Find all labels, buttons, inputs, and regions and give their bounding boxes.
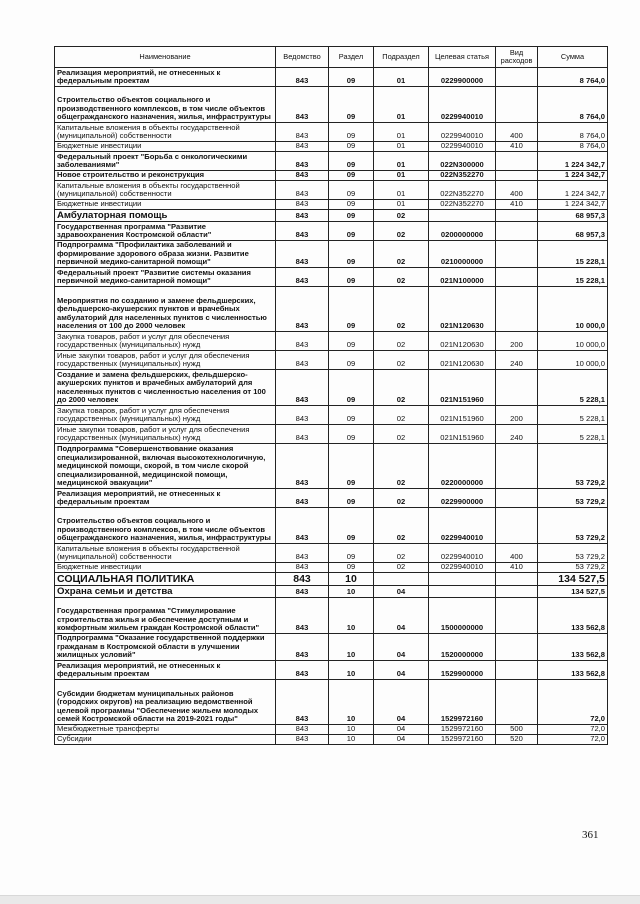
cell-name: Мероприятия по созданию и замене фельдшерских, фельдшерско-акушерских пунктов и врачебных амбулаторий для населенных пунктов с численностью населения от 100 до 2000 человек [55, 287, 276, 332]
cell-exptype [496, 573, 538, 586]
cell-name: Строительство объектов социального и производственного комплексов, в том числе объектов общегражданского назначения, жилья, инфраструктуры [55, 508, 276, 544]
cell-subsection: 01 [374, 200, 429, 210]
cell-exptype [496, 489, 538, 508]
cell-subsection: 02 [374, 370, 429, 406]
cell-subsection: 02 [374, 268, 429, 287]
cell-sum: 1 224 342,7 [538, 152, 608, 171]
table-row [55, 351, 608, 370]
table-row [55, 68, 608, 87]
cell-sum: 72,0 [538, 680, 608, 725]
cell-target: 1500000000 [429, 598, 496, 634]
budget-table [54, 46, 608, 745]
cell-sum: 134 527,5 [538, 573, 608, 586]
cell-section: 10 [329, 586, 374, 598]
cell-sum: 133 562,8 [538, 598, 608, 634]
cell-exptype [496, 171, 538, 181]
cell-sum: 133 562,8 [538, 661, 608, 680]
cell-subsection: 02 [374, 406, 429, 425]
cell-sum: 15 228,1 [538, 241, 608, 268]
table-row [55, 563, 608, 573]
table-header-row [55, 47, 608, 68]
cell-subsection: 02 [374, 332, 429, 351]
cell-target: 0229940010 [429, 508, 496, 544]
cell-name: СОЦИАЛЬНАЯ ПОЛИТИКА [55, 573, 276, 586]
cell-dept: 843 [276, 210, 329, 222]
cell-name: Субсидии бюджетам муниципальных районов (городских округов) на реализацию ведомственной целевой программы "Обеспечение жильем молодых семей Костромской области на 2019-2021 годы" [55, 680, 276, 725]
cell-section: 09 [329, 332, 374, 351]
cell-subsection: 04 [374, 586, 429, 598]
cell-exptype [496, 241, 538, 268]
header-section: Раздел [329, 47, 374, 68]
cell-target: 021N151960 [429, 425, 496, 444]
cell-dept: 843 [276, 598, 329, 634]
cell-section: 09 [329, 544, 374, 563]
cell-subsection: 02 [374, 489, 429, 508]
cell-subsection: 02 [374, 210, 429, 222]
cell-dept: 843 [276, 444, 329, 489]
table-row [55, 406, 608, 425]
cell-name: Подпрограмма "Совершенствование оказания специализированной, включая высокотехнологичную, медицинской помощи, скорой, в том числе скорой специализированной, медицинской помощи, медицинской эвакуации" [55, 444, 276, 489]
cell-name: Иные закупки товаров, работ и услуг для обеспечения государственных (муниципальных) нужд [55, 351, 276, 370]
cell-target: 022N352270 [429, 171, 496, 181]
cell-name: Федеральный проект "Борьба с онкологическими заболеваниями" [55, 152, 276, 171]
cell-target: 0200000000 [429, 222, 496, 241]
cell-sum: 10 000,0 [538, 287, 608, 332]
cell-dept: 843 [276, 425, 329, 444]
cell-sum: 53 729,2 [538, 444, 608, 489]
cell-subsection: 04 [374, 661, 429, 680]
cell-target: 1529972160 [429, 735, 496, 745]
table-row [55, 661, 608, 680]
cell-subsection: 01 [374, 181, 429, 200]
cell-name: Бюджетные инвестиции [55, 200, 276, 210]
cell-section: 09 [329, 287, 374, 332]
cell-subsection: 01 [374, 87, 429, 123]
cell-target: 0229900000 [429, 68, 496, 87]
cell-dept: 843 [276, 287, 329, 332]
cell-subsection: 04 [374, 680, 429, 725]
cell-target: 021N151960 [429, 370, 496, 406]
cell-sum: 10 000,0 [538, 351, 608, 370]
cell-sum: 5 228,1 [538, 425, 608, 444]
table-row [55, 222, 608, 241]
cell-target: 022N352270 [429, 200, 496, 210]
cell-dept: 843 [276, 406, 329, 425]
cell-sum: 8 764,0 [538, 142, 608, 152]
cell-subsection: 02 [374, 222, 429, 241]
cell-dept: 843 [276, 563, 329, 573]
cell-name: Реализация мероприятий, не отнесенных к федеральным проектам [55, 68, 276, 87]
cell-exptype [496, 586, 538, 598]
cell-name: Федеральный проект "Развитие системы оказания первичной медико-санитарной помощи" [55, 268, 276, 287]
cell-subsection: 01 [374, 152, 429, 171]
cell-subsection: 02 [374, 444, 429, 489]
cell-exptype: 410 [496, 142, 538, 152]
cell-target: 0229940010 [429, 563, 496, 573]
cell-dept: 843 [276, 680, 329, 725]
cell-section: 09 [329, 200, 374, 210]
cell-target: 021N151960 [429, 406, 496, 425]
table-row [55, 241, 608, 268]
cell-name: Новое строительство и реконструкция [55, 171, 276, 181]
table-row [55, 508, 608, 544]
cell-target: 0229900000 [429, 489, 496, 508]
cell-dept: 843 [276, 661, 329, 680]
cell-exptype [496, 222, 538, 241]
cell-subsection: 04 [374, 735, 429, 745]
cell-subsection: 02 [374, 287, 429, 332]
cell-section: 09 [329, 425, 374, 444]
cell-section: 09 [329, 171, 374, 181]
cell-exptype [496, 444, 538, 489]
cell-name: Подпрограмма "Оказание государственной поддержки гражданам в Костромской области в улучшении жилищных условий" [55, 634, 276, 661]
cell-name: Охрана семьи и детства [55, 586, 276, 598]
cell-name: Государственная программа "Развитие здравоохранения Костромской области" [55, 222, 276, 241]
cell-target: 022N352270 [429, 181, 496, 200]
cell-name: Государственная программа "Стимулирование строительства жилья и обеспечение доступным и комфортным жильем граждан Костромской области" [55, 598, 276, 634]
cell-subsection: 04 [374, 598, 429, 634]
cell-section: 10 [329, 725, 374, 735]
cell-subsection: 02 [374, 351, 429, 370]
cell-sum: 72,0 [538, 735, 608, 745]
table-row [55, 370, 608, 406]
cell-subsection: 01 [374, 68, 429, 87]
cell-sum: 5 228,1 [538, 406, 608, 425]
cell-name: Строительство объектов социального и производственного комплексов, в том числе объектов общегражданского назначения, жилья, инфраструктуры [55, 87, 276, 123]
table-row [55, 725, 608, 735]
header-subsection: Подраздел [374, 47, 429, 68]
cell-dept: 843 [276, 181, 329, 200]
cell-dept: 843 [276, 332, 329, 351]
table-row [55, 142, 608, 152]
cell-exptype: 520 [496, 735, 538, 745]
cell-section: 09 [329, 142, 374, 152]
cell-exptype: 410 [496, 200, 538, 210]
table-row [55, 444, 608, 489]
cell-exptype: 400 [496, 181, 538, 200]
cell-section: 09 [329, 123, 374, 142]
cell-section: 09 [329, 489, 374, 508]
cell-name: Создание и замена фельдшерских, фельдшерско-акушерских пунктов и врачебных амбулаторий для населенных пунктов с численностью населения от 100 до 2000 человек [55, 370, 276, 406]
cell-target: 0210000000 [429, 241, 496, 268]
cell-exptype [496, 87, 538, 123]
cell-sum: 10 000,0 [538, 332, 608, 351]
table-row [55, 332, 608, 351]
table-row [55, 152, 608, 171]
cell-exptype [496, 68, 538, 87]
cell-target [429, 586, 496, 598]
table-body [55, 68, 608, 745]
cell-exptype: 410 [496, 563, 538, 573]
cell-dept: 843 [276, 735, 329, 745]
cell-subsection: 02 [374, 508, 429, 544]
cell-dept: 843 [276, 241, 329, 268]
cell-section: 09 [329, 222, 374, 241]
cell-target: 0229940010 [429, 123, 496, 142]
cell-section: 09 [329, 68, 374, 87]
table-row [55, 171, 608, 181]
cell-target: 0220000000 [429, 444, 496, 489]
table-row [55, 598, 608, 634]
cell-sum: 133 562,8 [538, 634, 608, 661]
cell-subsection [374, 573, 429, 586]
cell-subsection: 01 [374, 123, 429, 142]
cell-section: 09 [329, 406, 374, 425]
table-row [55, 181, 608, 200]
cell-sum: 53 729,2 [538, 489, 608, 508]
table-row [55, 735, 608, 745]
cell-target: 021N120630 [429, 287, 496, 332]
table-row [55, 287, 608, 332]
table-row [55, 634, 608, 661]
cell-sum: 1 224 342,7 [538, 200, 608, 210]
cell-target: 1529900000 [429, 661, 496, 680]
cell-dept: 843 [276, 200, 329, 210]
cell-target: 022N300000 [429, 152, 496, 171]
cell-section: 10 [329, 680, 374, 725]
cell-subsection: 04 [374, 634, 429, 661]
cell-dept: 843 [276, 171, 329, 181]
cell-section: 09 [329, 370, 374, 406]
cell-target: 021N120630 [429, 332, 496, 351]
cell-target: 0229940010 [429, 142, 496, 152]
page-number: 361 [582, 829, 599, 841]
header-target: Целевая статья [429, 47, 496, 68]
cell-target: 1520000000 [429, 634, 496, 661]
cell-subsection: 04 [374, 725, 429, 735]
table-row [55, 210, 608, 222]
cell-exptype: 500 [496, 725, 538, 735]
cell-subsection: 02 [374, 544, 429, 563]
cell-section: 09 [329, 181, 374, 200]
cell-exptype: 400 [496, 544, 538, 563]
cell-sum: 15 228,1 [538, 268, 608, 287]
cell-subsection: 01 [374, 142, 429, 152]
cell-name: Реализация мероприятий, не отнесенных к федеральным проектам [55, 661, 276, 680]
cell-dept: 843 [276, 489, 329, 508]
cell-subsection: 02 [374, 241, 429, 268]
cell-name: Бюджетные инвестиции [55, 563, 276, 573]
table-row [55, 573, 608, 586]
cell-sum: 53 729,2 [538, 544, 608, 563]
cell-subsection: 02 [374, 425, 429, 444]
table-row [55, 586, 608, 598]
cell-target: 0229940010 [429, 544, 496, 563]
cell-exptype [496, 661, 538, 680]
cell-name: Закупка товаров, работ и услуг для обеспечения государственных (муниципальных) нужд [55, 332, 276, 351]
cell-section: 09 [329, 444, 374, 489]
cell-dept: 843 [276, 573, 329, 586]
cell-exptype [496, 268, 538, 287]
cell-exptype [496, 287, 538, 332]
cell-section: 09 [329, 152, 374, 171]
cell-dept: 843 [276, 725, 329, 735]
cell-name: Амбулаторная помощь [55, 210, 276, 222]
cell-section: 09 [329, 351, 374, 370]
cell-exptype: 200 [496, 406, 538, 425]
cell-dept: 843 [276, 123, 329, 142]
cell-exptype [496, 508, 538, 544]
cell-sum: 134 527,5 [538, 586, 608, 598]
cell-name: Капитальные вложения в объекты государственной (муниципальной) собственности [55, 181, 276, 200]
cell-target: 021N100000 [429, 268, 496, 287]
table-row [55, 489, 608, 508]
cell-name: Субсидии [55, 735, 276, 745]
cell-dept: 843 [276, 370, 329, 406]
cell-target [429, 210, 496, 222]
cell-exptype: 240 [496, 425, 538, 444]
cell-exptype: 200 [496, 332, 538, 351]
cell-dept: 843 [276, 586, 329, 598]
cell-dept: 843 [276, 142, 329, 152]
cell-sum: 68 957,3 [538, 222, 608, 241]
cell-target: 1529972160 [429, 680, 496, 725]
cell-dept: 843 [276, 152, 329, 171]
table-row [55, 268, 608, 287]
table-row [55, 200, 608, 210]
cell-sum: 53 729,2 [538, 563, 608, 573]
cell-name: Капитальные вложения в объекты государственной (муниципальной) собственности [55, 544, 276, 563]
cell-section: 10 [329, 735, 374, 745]
cell-sum: 1 224 342,7 [538, 181, 608, 200]
cell-name: Капитальные вложения в объекты государственной (муниципальной) собственности [55, 123, 276, 142]
cell-name: Межбюджетные трансферты [55, 725, 276, 735]
cell-dept: 843 [276, 68, 329, 87]
cell-section: 09 [329, 268, 374, 287]
cell-exptype [496, 634, 538, 661]
table-row [55, 87, 608, 123]
cell-dept: 843 [276, 634, 329, 661]
table-row [55, 123, 608, 142]
cell-target [429, 573, 496, 586]
cell-dept: 843 [276, 268, 329, 287]
cell-sum: 8 764,0 [538, 123, 608, 142]
cell-section: 09 [329, 87, 374, 123]
cell-sum: 53 729,2 [538, 508, 608, 544]
cell-section: 10 [329, 661, 374, 680]
header-sum: Сумма [538, 47, 608, 68]
cell-exptype [496, 210, 538, 222]
cell-exptype: 240 [496, 351, 538, 370]
cell-dept: 843 [276, 87, 329, 123]
cell-sum: 68 957,3 [538, 210, 608, 222]
cell-name: Иные закупки товаров, работ и услуг для обеспечения государственных (муниципальных) нужд [55, 425, 276, 444]
cell-subsection: 02 [374, 563, 429, 573]
cell-sum: 72,0 [538, 725, 608, 735]
cell-exptype [496, 370, 538, 406]
cell-target: 021N120630 [429, 351, 496, 370]
cell-dept: 843 [276, 508, 329, 544]
cell-name: Подпрограмма "Профилактика заболеваний и формирование здорового образа жизни. Развитие первичной медико-санитарной помощи" [55, 241, 276, 268]
table-row [55, 544, 608, 563]
cell-section: 10 [329, 598, 374, 634]
cell-section: 09 [329, 563, 374, 573]
cell-section: 10 [329, 634, 374, 661]
cell-exptype [496, 598, 538, 634]
cell-dept: 843 [276, 222, 329, 241]
cell-dept: 843 [276, 544, 329, 563]
cell-sum: 1 224 342,7 [538, 171, 608, 181]
cell-target: 0229940010 [429, 87, 496, 123]
cell-exptype [496, 680, 538, 725]
cell-section: 09 [329, 241, 374, 268]
cell-dept: 843 [276, 351, 329, 370]
cell-section: 09 [329, 508, 374, 544]
cell-target: 1529972160 [429, 725, 496, 735]
header-exptype: Вид расходов [496, 47, 538, 68]
cell-name: Бюджетные инвестиции [55, 142, 276, 152]
cell-name: Закупка товаров, работ и услуг для обеспечения государственных (муниципальных) нужд [55, 406, 276, 425]
table-row [55, 425, 608, 444]
table-row [55, 680, 608, 725]
cell-section: 09 [329, 210, 374, 222]
cell-sum: 8 764,0 [538, 87, 608, 123]
cell-sum: 5 228,1 [538, 370, 608, 406]
cell-name: Реализация мероприятий, не отнесенных к федеральным проектам [55, 489, 276, 508]
header-name: Наименование [55, 47, 276, 68]
cell-sum: 8 764,0 [538, 68, 608, 87]
cell-exptype: 400 [496, 123, 538, 142]
cell-section: 10 [329, 573, 374, 586]
header-dept: Ведомство [276, 47, 329, 68]
cell-exptype [496, 152, 538, 171]
cell-subsection: 01 [374, 171, 429, 181]
